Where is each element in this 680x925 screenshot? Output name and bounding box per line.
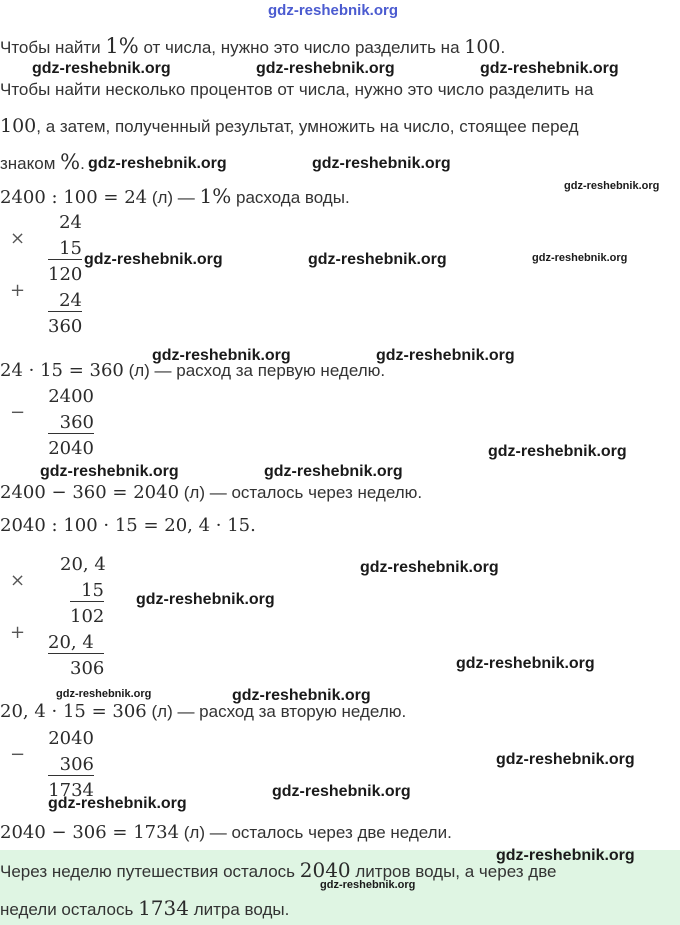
watermark: gdz-reshebnik.org <box>48 795 187 812</box>
answer-line-2 <box>0 896 289 920</box>
rule-1-pct: 1% <box>105 34 139 58</box>
step-3-unit: (л) <box>179 483 205 502</box>
rule-1-number: 100 <box>464 36 501 58</box>
step-5 <box>0 701 406 722</box>
step-1-dash: — <box>173 188 200 207</box>
watermark: gdz-reshebnik.org <box>32 60 171 77</box>
step-3-math: 2400 − 360 = 2040 <box>0 482 180 503</box>
watermark: gdz-reshebnik.org <box>268 2 399 19</box>
calc-row: 20, 4 <box>48 632 104 654</box>
watermark: gdz-reshebnik.org <box>312 155 451 172</box>
rule-1-part: Чтобы найти <box>0 38 106 57</box>
step-3-text: — осталось через неделю. <box>205 483 423 502</box>
calc-row: 20, 4 <box>60 554 106 575</box>
rule-2-part: знаком <box>0 154 61 173</box>
rule-2-part: , а затем, полученный результат, умножить на число, стоящее перед <box>36 117 579 136</box>
step-2-math: 24 · 15 = 360 <box>0 360 124 381</box>
step-6-unit: (л) <box>179 823 205 842</box>
calc-row: 24 <box>59 212 82 233</box>
calc-row: 2400 <box>48 386 94 407</box>
step-1-pct: 1% <box>199 184 232 208</box>
answer-text: литров воды, а через две <box>350 862 557 881</box>
calc-row: 102 <box>70 606 105 627</box>
watermark: gdz-reshebnik.org <box>272 783 411 800</box>
multiply-sign: × <box>10 570 26 591</box>
answer-line-1 <box>0 858 557 882</box>
step-1-unit: (л) <box>147 188 174 207</box>
watermark: gdz-reshebnik.org <box>488 443 627 460</box>
watermark: gdz-reshebnik.org <box>136 591 275 608</box>
watermark: gdz-reshebnik.org <box>264 463 403 480</box>
watermark: gdz-reshebnik.org <box>564 180 660 192</box>
step-2 <box>0 360 385 381</box>
calc-row: 120 <box>48 264 83 285</box>
calc-row: 15 <box>48 238 82 260</box>
watermark: gdz-reshebnik.org <box>376 347 515 364</box>
watermark: gdz-reshebnik.org <box>84 251 223 268</box>
step-6-text: — осталось через две недели. <box>205 823 452 842</box>
calc-row: 2040 <box>48 728 94 749</box>
watermark: gdz-reshebnik.org <box>360 559 499 576</box>
rule-1-part: . <box>500 38 506 57</box>
step-1 <box>0 184 350 208</box>
watermark: gdz-reshebnik.org <box>256 60 395 77</box>
plus-sign: + <box>10 622 26 643</box>
rule-2-part: . <box>80 154 85 173</box>
calc-row: 306 <box>48 754 94 776</box>
step-2-unit: (л) <box>123 361 150 380</box>
step-2-text: — расход за первую неделю. <box>149 361 386 380</box>
calc-row: 2040 <box>48 438 94 459</box>
rule-2-line-2 <box>0 115 579 137</box>
rule-1-part: от числа, нужно это число разделить на <box>138 38 465 57</box>
calc-row: 306 <box>70 658 105 679</box>
watermark: gdz-reshebnik.org <box>456 655 595 672</box>
watermark: gdz-reshebnik.org <box>308 251 447 268</box>
watermark: gdz-reshebnik.org <box>88 155 227 172</box>
step-6 <box>0 822 452 843</box>
watermark: gdz-reshebnik.org <box>496 847 635 864</box>
multiply-sign: × <box>10 228 26 249</box>
watermark: gdz-reshebnik.org <box>40 463 179 480</box>
step-5-text: — расход за вторую неделю. <box>172 702 407 721</box>
watermark: gdz-reshebnik.org <box>532 252 628 264</box>
rule-1 <box>0 34 505 58</box>
calc-row: 1734 <box>48 780 94 801</box>
answer-number: 1734 <box>138 896 189 920</box>
step-4: 2040 : 100 · 15 = 20, 4 · 15. <box>0 515 256 536</box>
minus-sign: − <box>10 402 26 423</box>
calc-row: 360 <box>48 412 94 434</box>
step-5-math: 20, 4 · 15 = 306 <box>0 701 147 722</box>
calc-row: 360 <box>48 316 83 337</box>
calc-row: 15 <box>70 580 104 602</box>
minus-sign: − <box>10 744 26 765</box>
step-1-math: 2400 : 100 = 24 <box>0 187 148 208</box>
answer-text: недели осталось <box>0 900 139 919</box>
answer-text: литра воды. <box>188 900 290 919</box>
step-3 <box>0 482 422 503</box>
watermark: gdz-reshebnik.org <box>496 751 635 768</box>
answer-number: 2040 <box>299 858 351 882</box>
rule-2-number: 100 <box>0 115 37 137</box>
rule-2-line-3 <box>0 150 85 174</box>
watermark: gdz-reshebnik.org <box>320 879 416 891</box>
watermark: gdz-reshebnik.org <box>232 687 371 704</box>
watermark: gdz-reshebnik.org <box>56 688 152 700</box>
answer-text: Через неделю путешествия осталось <box>0 862 300 881</box>
step-1-text: расхода воды. <box>231 188 350 207</box>
calc-row: 24 <box>48 290 82 312</box>
watermark: gdz-reshebnik.org <box>480 60 619 77</box>
rule-2-pct: % <box>60 150 81 174</box>
step-6-math: 2040 − 306 = 1734 <box>0 822 180 843</box>
watermark: gdz-reshebnik.org <box>152 347 291 364</box>
plus-sign: + <box>10 280 26 301</box>
rule-2-line-1: Чтобы найти несколько процентов от числа, нужно это число разделить на <box>0 80 594 99</box>
step-5-unit: (л) <box>146 702 173 721</box>
